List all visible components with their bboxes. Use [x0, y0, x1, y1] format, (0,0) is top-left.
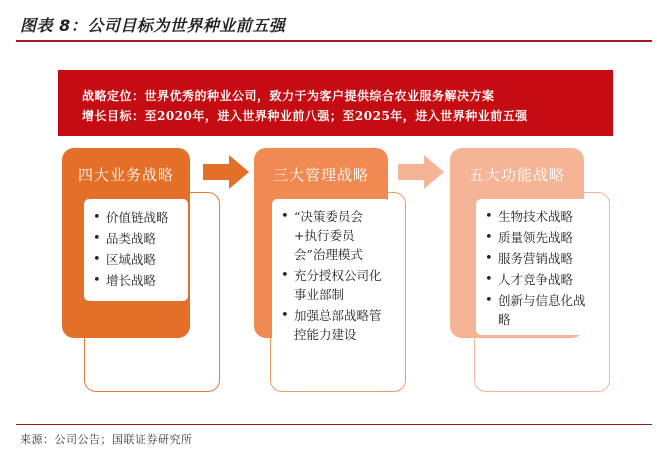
list-item: • 质量领先战略	[482, 228, 590, 247]
function-strategy-list	[476, 199, 598, 335]
title-divider	[16, 40, 652, 42]
figure-title: 图表 8：公司目标为世界种业前五强	[20, 16, 286, 35]
list-item: • “决策委员会+执行委员会”治理模式	[278, 207, 382, 264]
business-strategy-list	[84, 199, 188, 301]
strategy-positioning-text: 战略定位：世界优秀的种业公司，致力于为客户提供综合农业服务解决方案	[82, 89, 495, 103]
arrow-right-icon	[398, 155, 444, 189]
footer-divider	[16, 424, 652, 425]
list-item: • 价值链战略	[90, 207, 180, 228]
arrow-right-icon	[203, 155, 249, 189]
list-item: • 创新与信息化战略	[482, 291, 590, 329]
strategy-banner	[58, 70, 613, 136]
list-item: • 充分授权公司化事业部制	[278, 266, 382, 304]
list-item: • 区域战略	[90, 249, 180, 270]
list-item: • 加强总部战略管控能力建设	[278, 306, 382, 344]
list-item: • 增长战略	[90, 270, 180, 291]
source-note: 来源：公司公告；国联证券研究所	[20, 433, 193, 446]
list-item: • 品类战略	[90, 228, 180, 249]
list-item: • 生物技术战略	[482, 207, 590, 226]
management-strategy-list	[272, 199, 390, 349]
list-item: • 服务营销战略	[482, 249, 590, 268]
business-strategy-title: 四大业务战略	[77, 166, 174, 184]
management-strategy-title: 三大管理战略	[272, 166, 369, 184]
list-item: • 人才竞争战略	[482, 270, 590, 289]
growth-target-text: 增长目标：至2020年，进入世界种业前八强；至2025年，进入世界种业前五强	[82, 109, 528, 123]
function-strategy-title: 五大功能战略	[468, 166, 565, 184]
